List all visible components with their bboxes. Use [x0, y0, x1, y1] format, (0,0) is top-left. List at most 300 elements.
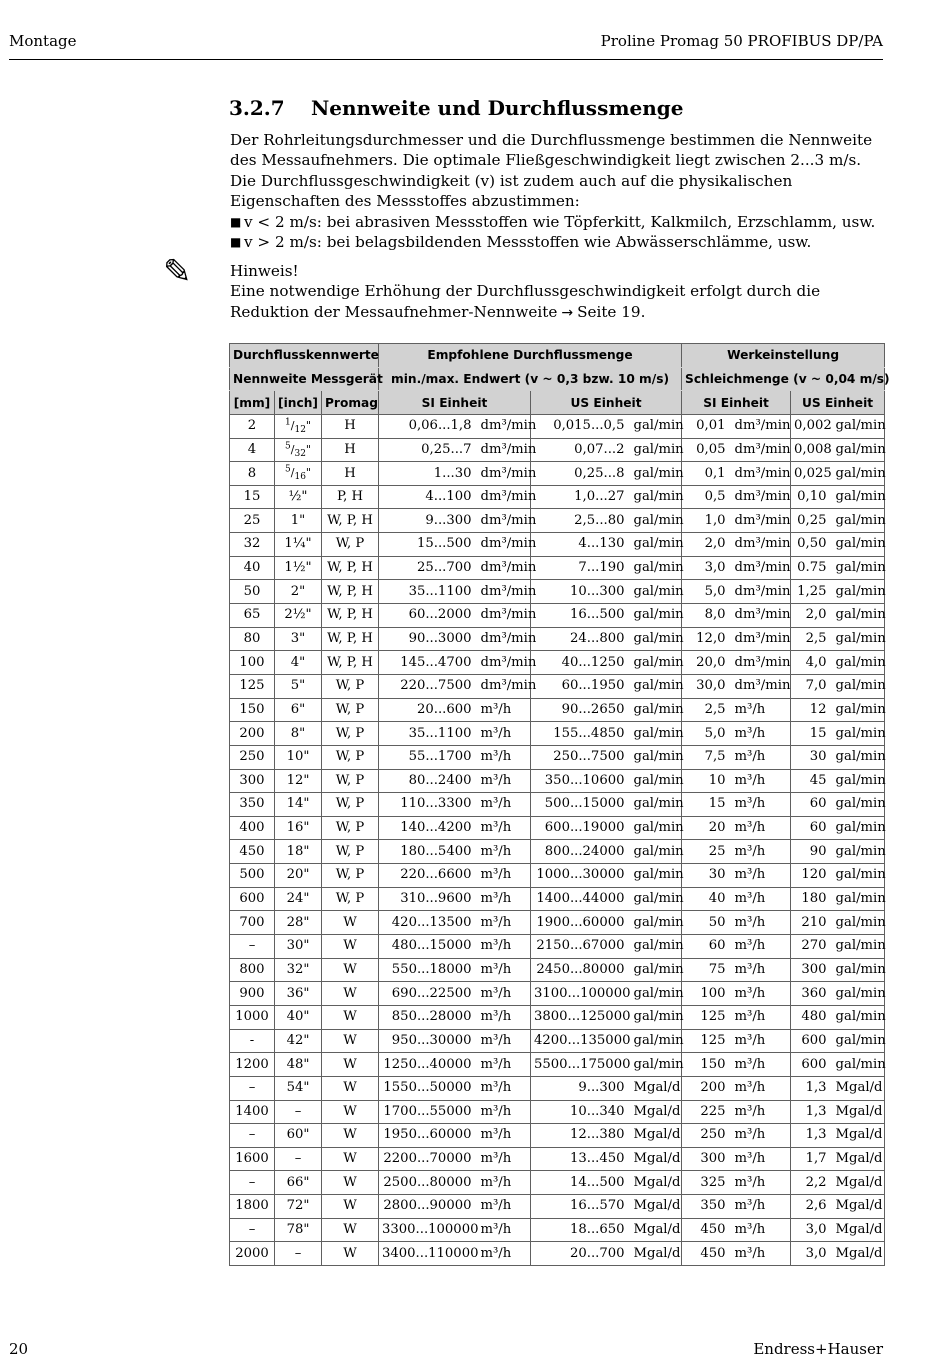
cell-lowflow-si-unit: m³/h: [730, 1218, 791, 1242]
table-row: [230, 1171, 885, 1195]
cell-si-unit: dm³/min: [476, 604, 531, 628]
cell-promag: W, P: [322, 722, 379, 746]
cell-lowflow-us: 45: [791, 769, 831, 793]
cell-promag: H: [322, 438, 379, 462]
cell-inch: 32": [275, 958, 322, 982]
cell-lowflow-us: 1,25: [791, 580, 831, 604]
cell-lowflow-us-unit: gal/min: [831, 935, 885, 959]
cell-us-unit: gal/min: [629, 793, 682, 817]
cell-mm: 80: [230, 627, 275, 651]
cell-lowflow-si: 3,0: [682, 556, 730, 580]
cell-inch: 3": [275, 627, 322, 651]
cell-us-unit: gal/min: [629, 651, 682, 675]
cell-lowflow-us-unit: Mgal/d: [831, 1242, 885, 1266]
cell-inch: 60": [275, 1124, 322, 1148]
cell-promag: W, P, H: [322, 509, 379, 533]
cell-lowflow-us-unit: gal/min: [831, 887, 885, 911]
cell-lowflow-us: 0,002: [791, 414, 831, 438]
cell-us-unit: Mgal/d: [629, 1218, 682, 1242]
cell-si-unit: m³/h: [476, 1218, 531, 1242]
bullet-item: [230, 212, 880, 232]
table-row: [230, 1029, 885, 1053]
cell-mm: 150: [230, 698, 275, 722]
cell-lowflow-si: 30: [682, 864, 730, 888]
cell-us-unit: gal/min: [629, 414, 682, 438]
cell-promag: W: [322, 1100, 379, 1124]
cell-us-unit: gal/min: [629, 509, 682, 533]
cell-us-unit: gal/min: [629, 462, 682, 486]
table-row: [230, 911, 885, 935]
flow-table-body: [230, 414, 885, 1265]
column-header-si-unit: SI Einheit: [682, 391, 791, 415]
cell-si-unit: m³/h: [476, 1124, 531, 1148]
cell-us-range: 0,07...2: [531, 438, 629, 462]
cell-us-range: 16...500: [531, 604, 629, 628]
brand-name: Endress+Hauser: [753, 1340, 883, 1358]
cell-lowflow-us-unit: gal/min: [831, 414, 885, 438]
cell-us-range: 600...19000: [531, 816, 629, 840]
cell-inch: 2½": [275, 604, 322, 628]
cell-promag: W, P: [322, 793, 379, 817]
table-row: [230, 604, 885, 628]
cell-lowflow-us: 1,3: [791, 1124, 831, 1148]
cell-us-unit: gal/min: [629, 769, 682, 793]
table-row: [230, 414, 885, 438]
cell-inch: 6": [275, 698, 322, 722]
cell-us-range: 0,015...0,5: [531, 414, 629, 438]
cell-lowflow-us: 0,25: [791, 509, 831, 533]
bullet-text: v < 2 m/s: bei abrasiven Messstoffen wie Töpferkitt, Kalkmilch, Erzschlamm, usw.: [244, 212, 876, 231]
fraction-value: $^5/_{16}$": [285, 464, 311, 483]
cell-si-range: 220...7500: [379, 674, 476, 698]
cell-mm: 50: [230, 580, 275, 604]
cell-lowflow-si-unit: dm³/min: [730, 509, 791, 533]
cell-lowflow-si: 25: [682, 840, 730, 864]
cell-mm: -: [230, 1029, 275, 1053]
cell-promag: W, P: [322, 864, 379, 888]
cell-promag: W: [322, 1242, 379, 1266]
cell-lowflow-si-unit: m³/h: [730, 745, 791, 769]
cell-si-range: 35...1100: [379, 580, 476, 604]
cell-si-unit: m³/h: [476, 722, 531, 746]
cell-promag: W, P: [322, 533, 379, 557]
section-number: 3.2.7: [229, 96, 285, 120]
table-row: [230, 1124, 885, 1148]
cell-si-range: 145...4700: [379, 651, 476, 675]
cell-promag: W, P: [322, 840, 379, 864]
fraction-value: $^5/_{32}$": [285, 440, 311, 459]
table-row: [230, 556, 885, 580]
cell-promag: W: [322, 1029, 379, 1053]
cell-si-unit: m³/h: [476, 1171, 531, 1195]
cell-lowflow-si: 125: [682, 1005, 730, 1029]
cell-promag: W: [322, 935, 379, 959]
cell-mm: 300: [230, 769, 275, 793]
cell-lowflow-si-unit: m³/h: [730, 887, 791, 911]
cell-lowflow-us-unit: gal/min: [831, 745, 885, 769]
cell-si-unit: m³/h: [476, 911, 531, 935]
cell-us-range: 60...1950: [531, 674, 629, 698]
cell-lowflow-si-unit: m³/h: [730, 1053, 791, 1077]
cell-si-range: 2200...70000: [379, 1147, 476, 1171]
cell-lowflow-us-unit: gal/min: [831, 1005, 885, 1029]
cell-us-unit: gal/min: [629, 698, 682, 722]
cell-lowflow-si-unit: m³/h: [730, 793, 791, 817]
cell-lowflow-si: 200: [682, 1076, 730, 1100]
cell-lowflow-us-unit: gal/min: [831, 816, 885, 840]
cell-us-unit: Mgal/d: [629, 1195, 682, 1219]
cell-lowflow-si: 100: [682, 982, 730, 1006]
table-row: [230, 887, 885, 911]
cell-us-unit: gal/min: [629, 911, 682, 935]
cell-mm: 800: [230, 958, 275, 982]
arrow-right-icon: →: [561, 304, 574, 321]
cell-si-unit: m³/h: [476, 769, 531, 793]
cell-mm: 1800: [230, 1195, 275, 1219]
cell-us-unit: Mgal/d: [629, 1171, 682, 1195]
cell-us-range: 4...130: [531, 533, 629, 557]
cell-lowflow-si: 350: [682, 1195, 730, 1219]
cell-mm: 40: [230, 556, 275, 580]
cell-promag: W, P, H: [322, 604, 379, 628]
page-reference-link[interactable]: Seite 19.: [577, 302, 646, 321]
cell-lowflow-si: 8,0: [682, 604, 730, 628]
cell-si-range: 1950...60000: [379, 1124, 476, 1148]
cell-si-unit: m³/h: [476, 816, 531, 840]
cell-inch: 4": [275, 651, 322, 675]
cell-lowflow-si: 0,5: [682, 485, 730, 509]
cell-inch: 12": [275, 769, 322, 793]
cell-lowflow-si: 20,0: [682, 651, 730, 675]
cell-si-range: 480...15000: [379, 935, 476, 959]
cell-lowflow-si: 0,1: [682, 462, 730, 486]
cell-si-range: 4...100: [379, 485, 476, 509]
cell-lowflow-si-unit: m³/h: [730, 1100, 791, 1124]
cell-us-range: 1,0...27: [531, 485, 629, 509]
cell-mm: 2000: [230, 1242, 275, 1266]
cell-us-unit: gal/min: [629, 864, 682, 888]
cell-si-unit: m³/h: [476, 1100, 531, 1124]
cell-si-unit: m³/h: [476, 698, 531, 722]
cell-lowflow-si-unit: m³/h: [730, 1029, 791, 1053]
table-row: [230, 1147, 885, 1171]
cell-lowflow-us: 180: [791, 887, 831, 911]
table-row: [230, 1076, 885, 1100]
cell-mm: 100: [230, 651, 275, 675]
cell-mm: 4: [230, 438, 275, 462]
table-row: [230, 722, 885, 746]
cell-lowflow-us-unit: gal/min: [831, 864, 885, 888]
cell-promag: W, P, H: [322, 651, 379, 675]
cell-si-unit: m³/h: [476, 793, 531, 817]
cell-si-unit: m³/h: [476, 935, 531, 959]
cell-lowflow-si: 325: [682, 1171, 730, 1195]
table-row: [230, 793, 885, 817]
table-row: [230, 627, 885, 651]
cell-inch: 42": [275, 1029, 322, 1053]
cell-promag: W: [322, 911, 379, 935]
cell-si-unit: dm³/min: [476, 438, 531, 462]
cell-promag: W: [322, 958, 379, 982]
cell-lowflow-us: 600: [791, 1029, 831, 1053]
cell-us-unit: gal/min: [629, 627, 682, 651]
cell-mm: 8: [230, 462, 275, 486]
cell-lowflow-us-unit: gal/min: [831, 509, 885, 533]
cell-lowflow-si-unit: m³/h: [730, 1076, 791, 1100]
column-header-us-unit: US Einheit: [791, 391, 885, 415]
cell-us-unit: gal/min: [629, 958, 682, 982]
note-body: Eine notwendige Erhöhung der Durchflussgeschwindigkeit erfolgt durch die Reduktion der Messaufnehmer-Nennweite: [230, 282, 821, 321]
cell-inch: 30": [275, 935, 322, 959]
cell-lowflow-us: 90: [791, 840, 831, 864]
cell-us-range: 10...340: [531, 1100, 629, 1124]
cell-si-unit: dm³/min: [476, 533, 531, 557]
subheader-nominal-diameter: Nennweite Messgerät: [230, 367, 379, 391]
cell-lowflow-si-unit: m³/h: [730, 1242, 791, 1266]
cell-lowflow-us-unit: Mgal/d: [831, 1076, 885, 1100]
cell-lowflow-si-unit: m³/h: [730, 1124, 791, 1148]
cell-si-unit: m³/h: [476, 1242, 531, 1266]
cell-si-unit: dm³/min: [476, 580, 531, 604]
cell-si-range: 220...6600: [379, 864, 476, 888]
table-row: [230, 462, 885, 486]
cell-lowflow-si: 450: [682, 1242, 730, 1266]
cell-lowflow-us: 4,0: [791, 651, 831, 675]
cell-lowflow-us-unit: gal/min: [831, 604, 885, 628]
cell-lowflow-si: 12,0: [682, 627, 730, 651]
cell-lowflow-si: 15: [682, 793, 730, 817]
cell-si-range: 9...300: [379, 509, 476, 533]
cell-lowflow-si-unit: m³/h: [730, 698, 791, 722]
cell-lowflow-us: 0,008: [791, 438, 831, 462]
cell-lowflow-us-unit: gal/min: [831, 840, 885, 864]
cell-us-unit: gal/min: [629, 604, 682, 628]
cell-si-unit: m³/h: [476, 982, 531, 1006]
cell-promag: W, P: [322, 816, 379, 840]
cell-us-unit: gal/min: [629, 935, 682, 959]
cell-mm: 65: [230, 604, 275, 628]
cell-lowflow-si-unit: m³/h: [730, 1195, 791, 1219]
cell-mm: 32: [230, 533, 275, 557]
cell-lowflow-us: 3,0: [791, 1218, 831, 1242]
table-row: [230, 485, 885, 509]
cell-lowflow-us: 1,3: [791, 1100, 831, 1124]
cell-lowflow-si: 450: [682, 1218, 730, 1242]
cell-si-range: 1250...40000: [379, 1053, 476, 1077]
cell-us-range: 90...2650: [531, 698, 629, 722]
cell-us-range: 800...24000: [531, 840, 629, 864]
cell-us-unit: gal/min: [629, 533, 682, 557]
cell-inch: –: [275, 1242, 322, 1266]
cell-si-unit: m³/h: [476, 1029, 531, 1053]
cell-inch: 1": [275, 509, 322, 533]
cell-us-range: 24...800: [531, 627, 629, 651]
cell-si-range: 690...22500: [379, 982, 476, 1006]
cell-lowflow-us-unit: gal/min: [831, 651, 885, 675]
cell-lowflow-si: 0,05: [682, 438, 730, 462]
cell-mm: –: [230, 1171, 275, 1195]
cell-lowflow-us-unit: gal/min: [831, 769, 885, 793]
cell-lowflow-us: 0,50: [791, 533, 831, 557]
cell-lowflow-si-unit: dm³/min: [730, 533, 791, 557]
cell-mm: 900: [230, 982, 275, 1006]
table-row: [230, 1242, 885, 1266]
cell-us-unit: gal/min: [629, 887, 682, 911]
cell-lowflow-us-unit: gal/min: [831, 722, 885, 746]
cell-us-unit: gal/min: [629, 674, 682, 698]
cell-us-range: 16...570: [531, 1195, 629, 1219]
cell-lowflow-si-unit: m³/h: [730, 722, 791, 746]
cell-lowflow-us: 7,0: [791, 674, 831, 698]
cell-lowflow-us: 3,0: [791, 1242, 831, 1266]
cell-lowflow-us-unit: Mgal/d: [831, 1218, 885, 1242]
cell-inch: 1¼": [275, 533, 322, 557]
cell-lowflow-si: 60: [682, 935, 730, 959]
cell-si-range: 55...1700: [379, 745, 476, 769]
cell-si-unit: dm³/min: [476, 509, 531, 533]
cell-us-unit: gal/min: [629, 982, 682, 1006]
bullet-icon: ■: [230, 235, 242, 250]
cell-promag: W, P: [322, 769, 379, 793]
cell-lowflow-si-unit: dm³/min: [730, 580, 791, 604]
table-row: [230, 1005, 885, 1029]
cell-inch: 20": [275, 864, 322, 888]
column-header-si-unit: SI Einheit: [379, 391, 531, 415]
subheader-low-flow-cutoff: Schleichmenge (v ~ 0,04 m/s): [682, 367, 885, 391]
table-row: [230, 698, 885, 722]
table-row: [230, 674, 885, 698]
cell-lowflow-us-unit: gal/min: [831, 462, 885, 486]
subheader-min-max-full-scale: min./max. Endwert (v ~ 0,3 bzw. 10 m/s): [379, 367, 682, 391]
table-row: [230, 982, 885, 1006]
cell-promag: W, P: [322, 745, 379, 769]
cell-promag: H: [322, 414, 379, 438]
cell-inch: [275, 414, 322, 438]
cell-lowflow-us: 0,10: [791, 485, 831, 509]
flow-rate-table: [229, 343, 890, 1266]
bullet-text: v > 2 m/s: bei belagsbildenden Messstoffen wie Abwässerschlämme, usw.: [244, 233, 812, 252]
cell-lowflow-si: 1,0: [682, 509, 730, 533]
cell-mm: –: [230, 1076, 275, 1100]
intro-text: [230, 130, 880, 252]
cell-promag: W: [322, 1076, 379, 1100]
cell-lowflow-si: 40: [682, 887, 730, 911]
cell-lowflow-us-unit: Mgal/d: [831, 1124, 885, 1148]
cell-si-unit: m³/h: [476, 1147, 531, 1171]
cell-si-unit: dm³/min: [476, 556, 531, 580]
cell-promag: W, P, H: [322, 556, 379, 580]
cell-si-range: 0,06...1,8: [379, 414, 476, 438]
cell-si-unit: dm³/min: [476, 674, 531, 698]
cell-us-unit: gal/min: [629, 1005, 682, 1029]
cell-lowflow-us-unit: gal/min: [831, 911, 885, 935]
table-row: [230, 935, 885, 959]
cell-us-unit: gal/min: [629, 580, 682, 604]
column-header-us-unit: US Einheit: [531, 391, 682, 415]
table-row: [230, 509, 885, 533]
cell-mm: 1400: [230, 1100, 275, 1124]
cell-lowflow-si-unit: m³/h: [730, 1147, 791, 1171]
cell-promag: W: [322, 1005, 379, 1029]
cell-mm: 1600: [230, 1147, 275, 1171]
cell-lowflow-si-unit: m³/h: [730, 958, 791, 982]
cell-lowflow-us-unit: gal/min: [831, 982, 885, 1006]
cell-si-unit: dm³/min: [476, 414, 531, 438]
cell-us-unit: Mgal/d: [629, 1147, 682, 1171]
cell-inch: 16": [275, 816, 322, 840]
cell-promag: W: [322, 1195, 379, 1219]
cell-lowflow-si: 5,0: [682, 722, 730, 746]
cell-lowflow-us-unit: gal/min: [831, 674, 885, 698]
cell-si-unit: dm³/min: [476, 627, 531, 651]
cell-us-range: 500...15000: [531, 793, 629, 817]
cell-us-unit: gal/min: [629, 485, 682, 509]
cell-si-range: 550...18000: [379, 958, 476, 982]
cell-lowflow-si-unit: m³/h: [730, 1171, 791, 1195]
cell-mm: 15: [230, 485, 275, 509]
cell-mm: 25: [230, 509, 275, 533]
cell-mm: 500: [230, 864, 275, 888]
cell-us-range: 1400...44000: [531, 887, 629, 911]
cell-mm: 1200: [230, 1053, 275, 1077]
cell-promag: W, P: [322, 698, 379, 722]
cell-us-unit: Mgal/d: [629, 1242, 682, 1266]
section-heading: [229, 96, 683, 120]
cell-lowflow-us-unit: gal/min: [831, 1053, 885, 1077]
cell-si-range: 60...2000: [379, 604, 476, 628]
cell-lowflow-si: 2,5: [682, 698, 730, 722]
cell-promag: W: [322, 1171, 379, 1195]
column-header-inch: [inch]: [275, 391, 322, 415]
cell-si-unit: m³/h: [476, 1005, 531, 1029]
cell-inch: 8": [275, 722, 322, 746]
fraction-value: $^1/_{12}$": [285, 417, 311, 436]
cell-si-range: 180...5400: [379, 840, 476, 864]
cell-si-range: 1...30: [379, 462, 476, 486]
cell-us-range: 2,5...80: [531, 509, 629, 533]
cell-promag: W, P: [322, 674, 379, 698]
cell-lowflow-si: 125: [682, 1029, 730, 1053]
cell-si-range: 420...13500: [379, 911, 476, 935]
cell-inch: 54": [275, 1076, 322, 1100]
cell-lowflow-si-unit: dm³/min: [730, 674, 791, 698]
cell-lowflow-si: 75: [682, 958, 730, 982]
cell-us-unit: gal/min: [629, 556, 682, 580]
cell-mm: 400: [230, 816, 275, 840]
cell-si-range: 3400...110000: [379, 1242, 476, 1266]
table-row: [230, 651, 885, 675]
header-rule: [9, 59, 883, 60]
cell-si-range: 850...28000: [379, 1005, 476, 1029]
cell-si-range: 3300...100000: [379, 1218, 476, 1242]
table-row: [230, 438, 885, 462]
cell-us-range: 3100...100000: [531, 982, 629, 1006]
cell-lowflow-us: 270: [791, 935, 831, 959]
cell-us-range: 40...1250: [531, 651, 629, 675]
cell-lowflow-si-unit: m³/h: [730, 1005, 791, 1029]
cell-inch: 78": [275, 1218, 322, 1242]
column-header-mm: [mm]: [230, 391, 275, 415]
table-row: [230, 533, 885, 557]
group-header-recommended-flow: Empfohlene Durchflussmenge: [379, 344, 682, 368]
cell-si-range: 25...700: [379, 556, 476, 580]
cell-inch: [275, 438, 322, 462]
bullet-item: [230, 232, 880, 252]
cell-promag: W: [322, 1218, 379, 1242]
cell-us-unit: gal/min: [629, 745, 682, 769]
cell-lowflow-us: 60: [791, 793, 831, 817]
cell-us-unit: Mgal/d: [629, 1124, 682, 1148]
